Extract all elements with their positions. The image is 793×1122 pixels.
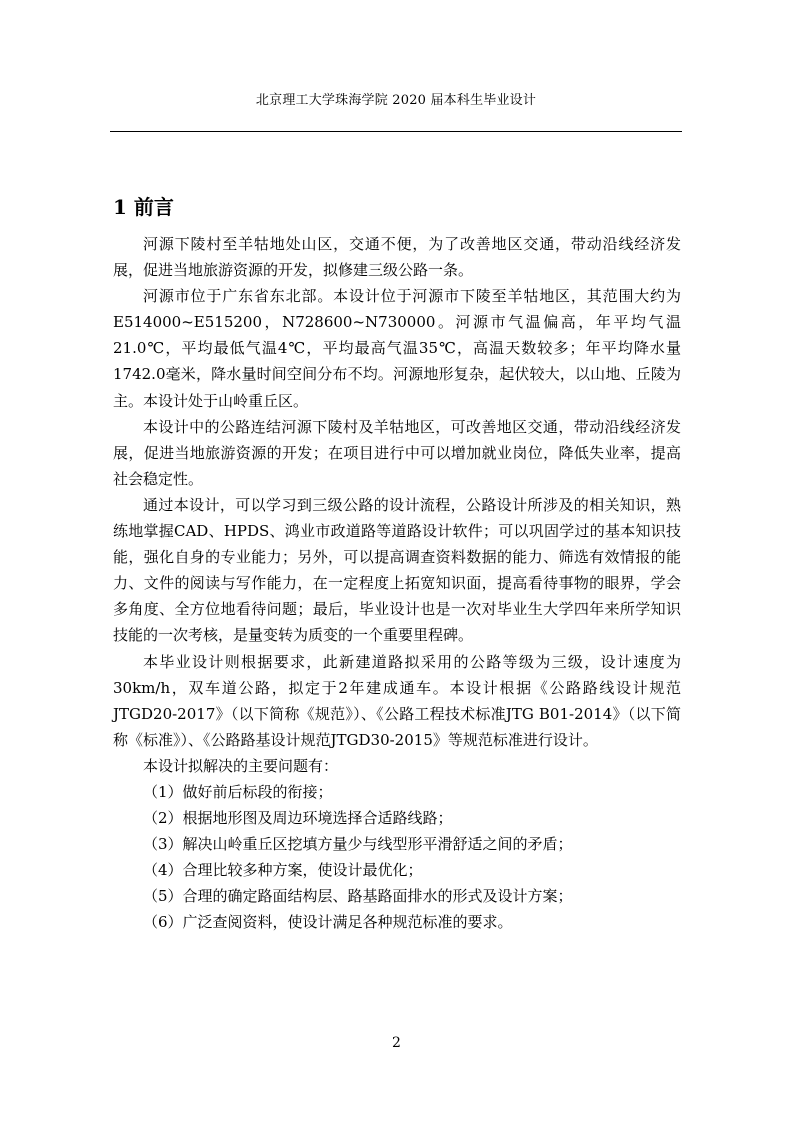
paragraph: 本设计拟解决的主要问题有： <box>143 756 339 775</box>
page-number: 2 <box>392 1035 401 1051</box>
section-title: 1 前言 <box>113 195 174 219</box>
issues-list <box>113 779 681 936</box>
list-item: （4）合理比较多种方案，使设计最优化； <box>143 861 423 880</box>
list-item: （5）合理的确定路面结构层、路基路面排水的形式及设计方案； <box>143 887 573 906</box>
list-item: （3）解决山岭重丘区挖填方量少与线型形平滑舒适之间的矛盾； <box>143 835 573 854</box>
page-header: 北京理工大学珠海学院 2020 届本科生毕业设计 <box>255 93 537 108</box>
paragraph: 本设计中的公路连结河源下陵村及羊牯地区，可改善地区交通，带动沿线经济发展，促进当地旅游资源的开发；在项目进行中可以增加就业岗位，降低失业率，提高社会稳定性。 <box>113 417 681 488</box>
paragraph: 本毕业设计则根据要求，此新建道路拟采用的公路等级为三级，设计速度为30km/h，双车道公路，拟定于2年建成通车。本设计根据《公路路线设计规范JTGD20-2017》（以下简称《规范》）、《公路工程技术标准JTG B01-2014》（以下简称《标准》）、《公路路基设计规范JTGD30-2015》等规范标准进行设计。 <box>113 652 681 749</box>
paragraph: 河源市位于广东省东北部。本设计位于河源市下陵至羊牯地区，其范围大约为E514000~E515200，N728600~N730000。河源市气温偏高，年平均气温21.0℃，平均最低气温4℃，平均最高气温35℃，高温天数较多；年平均降水量1742.0毫米，降水量时间空间分布不均。河源地形复杂，起伏较大，以山地、丘陵为主。本设计处于山岭重丘区。 <box>113 287 681 410</box>
body-text <box>113 231 681 936</box>
list-item: （6）广泛查阅资料，使设计满足各种规范标准的要求。 <box>143 913 513 932</box>
header-divider <box>110 131 682 132</box>
paragraph: 通过本设计，可以学习到三级公路的设计流程，公路设计所涉及的相关知识，熟练地掌握CAD、HPDS、鸿业市政道路等道路设计软件；可以巩固学过的基本知识技能，强化自身的专业能力；另外，可以提高调查资料数据的能力、筛选有效情报的能力、文件的阅读与写作能力，在一定程度上拓宽知识面，提高看待事物的眼界，学会多角度、全方位地看待问题；最后，毕业设计也是一次对毕业生大学四年来所学知识技能的一次考核，是量变转为质变的一个重要里程碑。 <box>113 495 681 645</box>
list-item: （1）做好前后标段的衔接； <box>143 782 333 801</box>
list-item: （2）根据地形图及周边环境选择合适路线路； <box>143 809 453 828</box>
paragraph: 河源下陵村至羊牯地处山区，交通不便，为了改善地区交通，带动沿线经济发展，促进当地旅游资源的开发，拟修建三级公路一条。 <box>113 235 681 280</box>
